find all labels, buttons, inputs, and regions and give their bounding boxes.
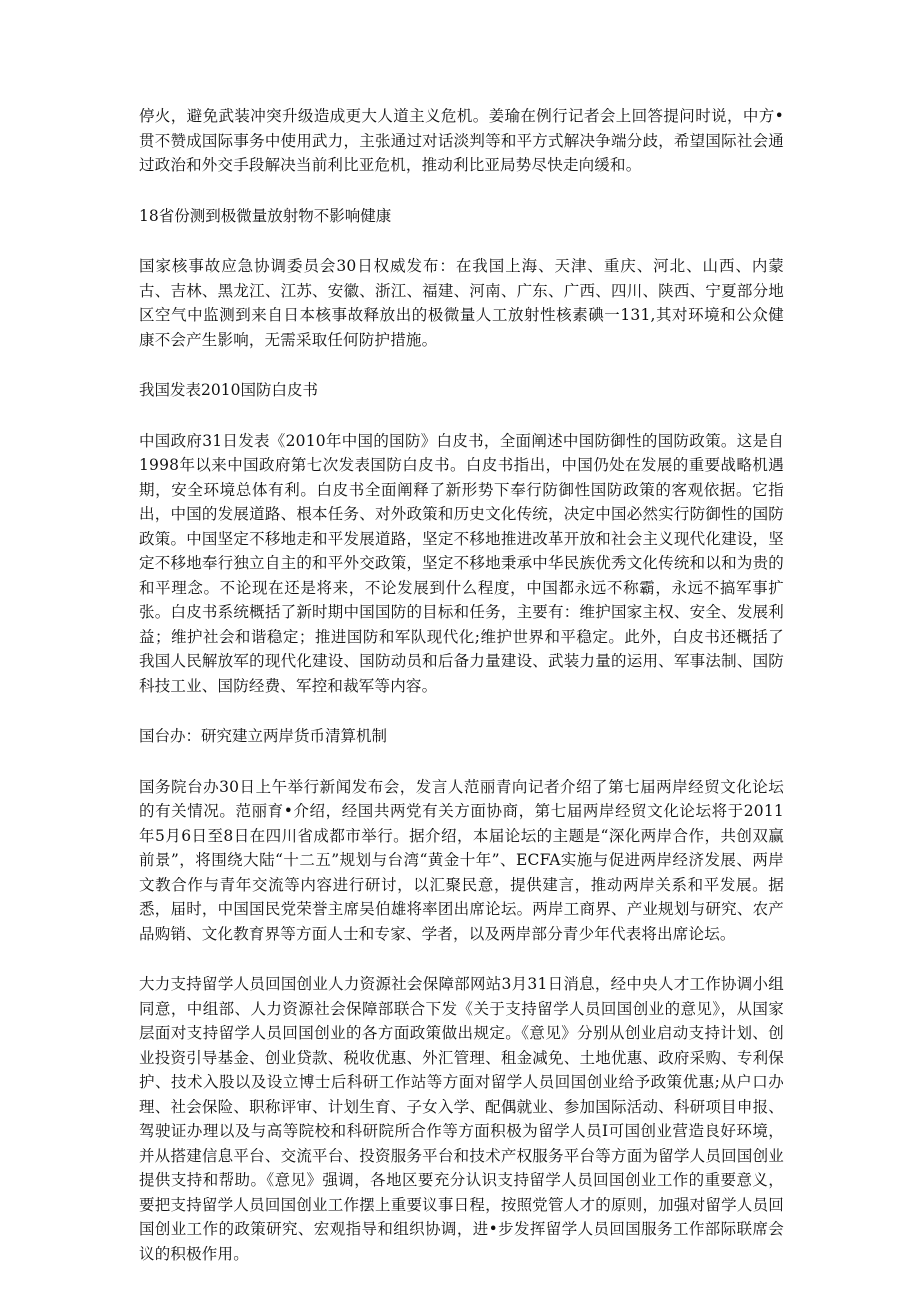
paragraph-libya: 停火，避免武装冲突升级造成更大人道主义危机。姜瑜在例行记者会上回答提问时说，中方•贯不赞成国际事务中使用武力，主张通过对话淡判等和平方式解决争端分歧，希望国际社会通过政治和外交手段解决当前利比亚危机，推动利比亚局势尽快走向缓和。: [139, 107, 784, 174]
paragraph-radiation: 国家核事故应急协调委员会30日权威发布：在我国上海、天津、重庆、河北、山西、内蒙古、吉林、黑龙江、江苏、安徽、浙江、福建、河南、广东、广西、四川、陕西、宁夏部分地区空气中监测到来自日本核事故释放出的极微量人工放射性核素碘一131,其对环境和公众健康不会产生影响，无需采取任何防护措施。: [139, 257, 784, 349]
document-body: [139, 104, 784, 1266]
spacer: [139, 698, 784, 724]
paragraph-cross-strait-forum: 国务院台办30日上午举行新闻发布会，发言人范丽青向记者介绍了第七届两岸经贸文化论坛的有关情况。范丽育•介绍，经国共两党有关方面协商，第七届两岸经贸文化论坛将于2011年5月6日至8日在四川省成都市举行。据介绍，本届论坛的主题是“深化两岸合作，共创双赢前景”，将围绕大陆“十二五”规划与台湾“黄金十年”、ECFA实施与促进两岸经济发展、两岸文教合作与青年交流等内容进行研讨，以汇聚民意，提供建言，推动两岸关系和平发展。据悉，届时，中国国民党荣誉主席吴伯雄将率团出席论坛。两岸工商界、产业规划与研究、农产品购销、文化教育界等方面人士和专家、学者，以及两岸部分青少年代表将出席论坛。: [139, 777, 784, 943]
spacer: [139, 228, 784, 254]
heading-defense-whitepaper: 我国发表2010国防白皮书: [139, 381, 318, 399]
spacer: [139, 352, 784, 378]
spacer: [139, 749, 784, 775]
spacer: [139, 178, 784, 204]
paragraph-defense-whitepaper: 中国政府31日发表《2010年中国的国防》白皮书，全面阐述中国防御性的国防政策。这是自1998年以来中国政府第七次发表国防白皮书。白皮书指出，中国仍处在发展的重要战略机遇期，安全环境总体有利。白皮书全面阐释了新形势下奉行防御性国防政策的客观依据。它指出，中国的发展道路、根本任务、对外政策和历史文化传统，决定中国必然实行防御性的国防政策。中国坚定不移地走和平发展道路，坚定不移地推进改革开放和社会主义现代化建设，坚定不移地奉行独立自主的和平外交政策，坚定不移地秉承中华民族优秀文化传统和以和为贵的和平理念。不论现在还是将来，不论发展到什么程度，中国都永远不称霸，永远不搞军事扩张。白皮书系统概括了新时期中国国防的目标和任务，主要有：维护国家主权、安全、发展利益；维护社会和谐稳定；推进国防和军队现代化;维护世界和平稳定。此外，白皮书还概括了我国人民解放军的现代化建设、国防动员和后备力量建设、武装力量的运用、军事法制、国防科技工业、国防经费、军控和裁军等内容。: [139, 431, 784, 695]
heading-cross-strait-currency: 国台办：研究建立两岸货币清算机制: [139, 727, 388, 745]
spacer: [139, 403, 784, 429]
heading-radiation: 18省份测到极微量放射物不影响健康: [139, 206, 392, 225]
paragraph-returned-students: 大力支持留学人员回国创业人力资源社会保障部网站3月31日消息，经中央人才工作协调小组同意，中组部、人力资源社会保障部联合下发《关于支持留学人员回国创业的意见》，从国家层面对支持留学人员回国创业的各方面政策做出规定。《意见》分别从创业启动支持计划、创业投资引导基金、创业贷款、税收优惠、外汇管理、租金减免、土地优惠、政府采购、专利保护、技术入股以及设立博士后科研工作站等方面对留学人员回国创业给予政策优惠;从户口办理、社会保险、职称评审、计划生育、子女入学、配偶就业、参加国际活动、科研项目申报、驾驶证办理以及与高等院校和科研院所合作等方面积极为留学人员I可国创业营造良好环境，并从搭建信息平台、交流平台、投资服务平台和技术产权服务平台等方面为留学人员回国创业提供支持和帮助。《意见》强调，各地区要充分认识支持留学人员回国创业工作的重要意义，要把支持留学人员回国创业工作摆上重要议事日程，按照党管人才的原则，加强对留学人员回国创业工作的政策研究、宏观指导和组织协调，进•步发挥留学人员回国服务工作部际联席会议的积极作用。: [139, 975, 784, 1263]
spacer: [139, 946, 784, 972]
